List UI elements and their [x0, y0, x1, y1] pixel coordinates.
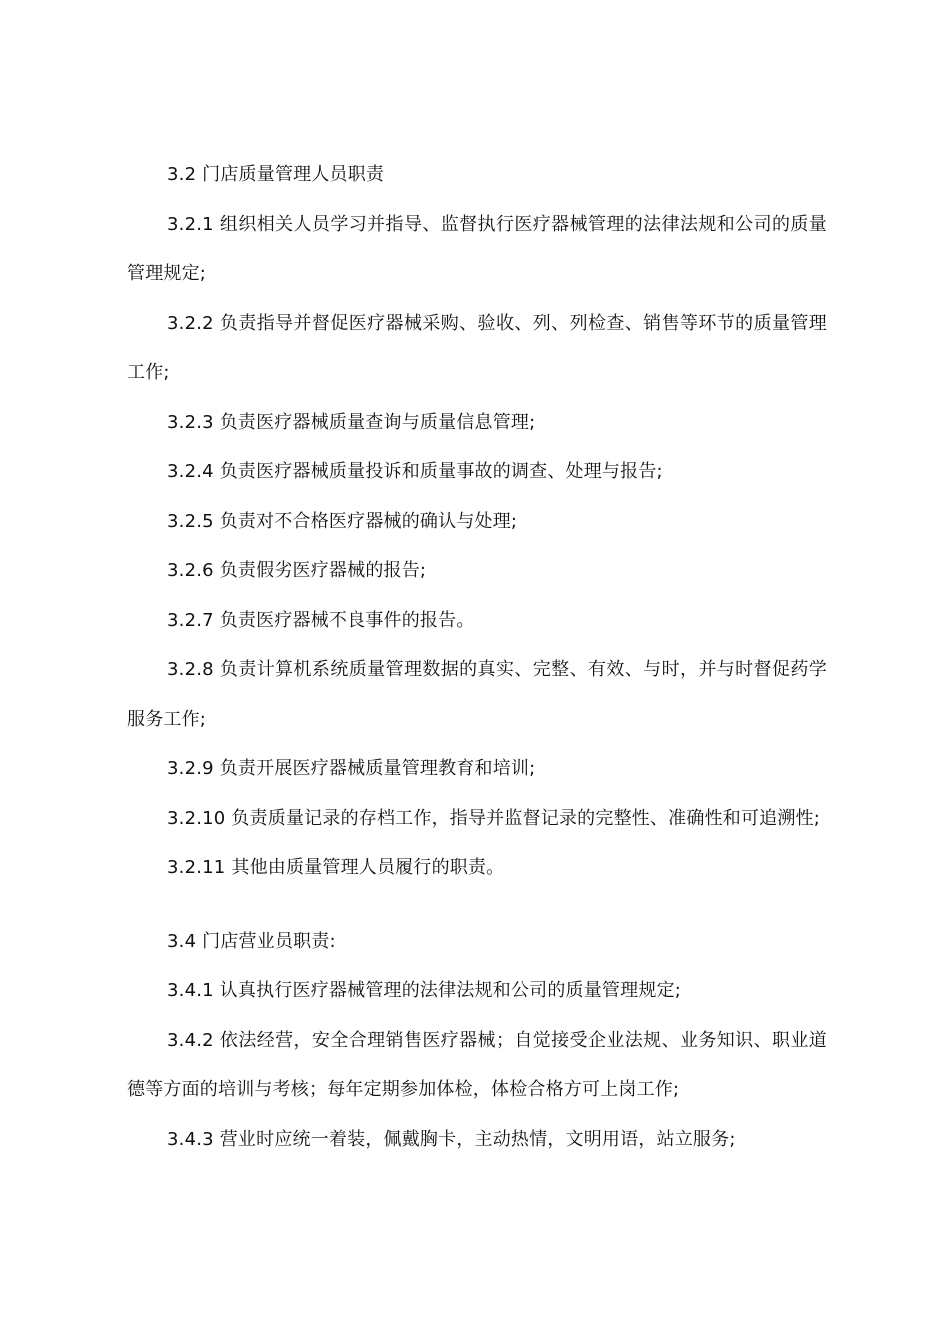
paragraph-3-2-7: 3.2.7 负责医疗器械不良事件的报告。 [167, 609, 475, 631]
section-3-4-heading: 3.4 门店营业员职责: [167, 930, 336, 952]
paragraph-3-2-1: 3.2.1 组织相关人员学习并指导、监督执行医疗器械管理的法律法规和公司的质量管理规定; [127, 213, 827, 284]
document-body [127, 150, 827, 1164]
paragraph-3-2-5: 3.2.5 负责对不合格医疗器械的确认与处理; [167, 510, 518, 532]
paragraph-3-2-10: 3.2.10 负责质量记录的存档工作，指导并监督记录的完整性、准确性和可追溯性; [167, 807, 821, 829]
paragraph-3-2-3: 3.2.3 负责医疗器械质量查询与质量信息管理; [167, 411, 536, 433]
paragraph-3-4-3: 3.4.3 营业时应统一着装，佩戴胸卡，主动热情，文明用语，站立服务; [167, 1128, 736, 1150]
paragraph-3-2-9: 3.2.9 负责开展医疗器械质量管理教育和培训; [167, 758, 536, 779]
paragraph-3-2-2: 3.2.2 负责指导并督促医疗器械采购、验收、列、列检查、销售等环节的质量管理工作; [127, 312, 827, 383]
paragraph-3-2-11: 3.2.11 其他由质量管理人员履行的职责。 [167, 857, 505, 878]
paragraph-3-2-6: 3.2.6 负责假劣医疗器械的报告; [167, 560, 427, 581]
paragraph-3-4-1: 3.4.1 认真执行医疗器械管理的法律法规和公司的质量管理规定; [167, 980, 681, 1001]
section-3-2-heading: 3.2 门店质量管理人员职责 [167, 164, 385, 185]
paragraph-3-2-8: 3.2.8 负责计算机系统质量管理数据的真实、完整、有效、与时，并与时督促药学服务工作; [127, 659, 827, 730]
paragraph-3-2-4: 3.2.4 负责医疗器械质量投诉和质量事故的调查、处理与报告; [167, 461, 663, 482]
section-spacer [127, 893, 827, 917]
paragraph-3-4-2: 3.4.2 依法经营，安全合理销售医疗器械；自觉接受企业法规、业务知识、职业道德等方面的培训与考核；每年定期参加体检，体检合格方可上岗工作; [127, 1029, 827, 1100]
